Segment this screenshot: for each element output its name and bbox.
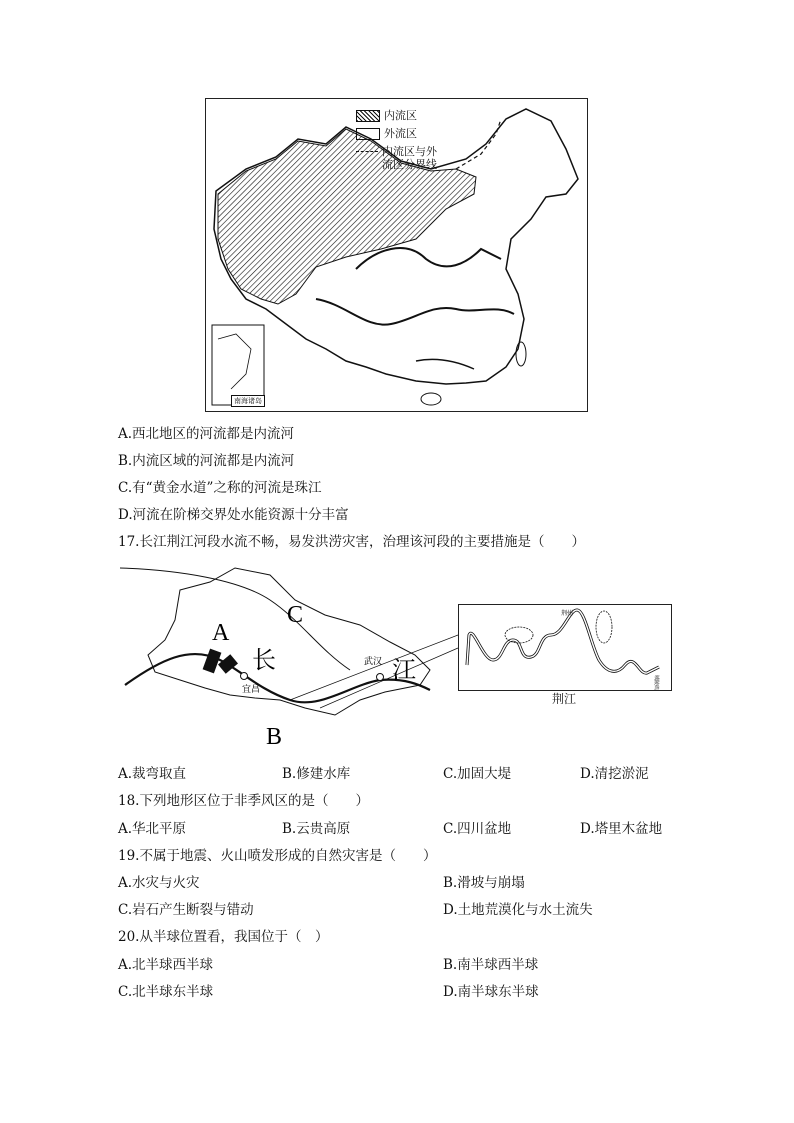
dam-block-1: [203, 649, 222, 674]
q17-option-b[interactable]: B.修建水库: [282, 766, 351, 782]
label-yichang: 宜昌: [242, 685, 261, 695]
q19-option-c[interactable]: C.岩石产生断裂与错动: [118, 902, 254, 918]
q19-option-a[interactable]: A.水灾与火灾: [118, 875, 200, 891]
dash-swatch: [356, 151, 378, 152]
pointer-line-1: [290, 635, 458, 700]
yellow-river: [356, 248, 501, 269]
label-chang: 长: [252, 646, 276, 674]
meander-river: [467, 610, 659, 673]
legend-inland: 内流区: [384, 109, 417, 122]
yangtze-river: [316, 299, 514, 325]
jingjiang-title: 荆江: [552, 692, 577, 706]
label-c: C: [287, 602, 304, 628]
q19-option-b[interactable]: B.滑坡与崩塌: [443, 875, 525, 891]
pointer-line-2: [320, 648, 458, 708]
q18-stem: 18.下列地形区位于非季风区的是（ ）: [118, 793, 369, 809]
q20-option-b[interactable]: B.南半球西半球: [443, 957, 539, 973]
label-wuhan: 武汉: [364, 657, 383, 667]
q18-option-a[interactable]: A.华北平原: [118, 821, 187, 837]
q18-option-b[interactable]: B.云贵高原: [282, 821, 351, 837]
q20-option-c[interactable]: C.北半球东半球: [118, 984, 214, 1000]
wuhan-point: [377, 674, 384, 681]
boundary-dashed: [456, 119, 501, 169]
q16-option-d[interactable]: D.河流在阶梯交界处水能资源十分丰富: [118, 507, 349, 523]
q20-option-d[interactable]: D.南半球东半球: [443, 984, 539, 1000]
q16-option-b[interactable]: B.内流区域的河流都是内流河: [118, 453, 295, 469]
upper-boundary-curve: [120, 568, 350, 670]
inset-small-2: 城陵矶: [653, 675, 659, 690]
label-jiang: 江: [392, 656, 416, 684]
q17-stem: 17.长江荆江河段水流不畅，易发洪涝灾害，治理该河段的主要措施是（ ）: [118, 534, 585, 550]
q16-option-a[interactable]: A.西北地区的河流都是内流河: [118, 426, 295, 442]
yichang-point: [241, 673, 248, 680]
q20-stem: 20.从半球位置看，我国位于（ ）: [118, 929, 329, 945]
china-drainage-map: [205, 98, 588, 412]
inland-region: [218, 129, 476, 304]
oxbow-2: [596, 611, 612, 643]
q18-option-c[interactable]: C.四川盆地: [443, 821, 512, 837]
oxbow-1: [505, 627, 533, 643]
dam-block-2: [218, 654, 238, 673]
yangtze-curve: [125, 654, 430, 702]
q17-option-d[interactable]: D.清挖淤泥: [580, 766, 649, 782]
q19-option-d[interactable]: D.土地荒漠化与水土流失: [443, 902, 593, 918]
q17-option-a[interactable]: A.裁弯取直: [118, 766, 187, 782]
legend-boundary-1: 内流区与外: [382, 145, 437, 158]
jingjiang-inset: [458, 604, 672, 691]
hubei-map: [120, 560, 460, 750]
q18-option-d[interactable]: D.塔里木盆地: [580, 821, 663, 837]
map-legend: [356, 109, 437, 176]
inset-small-1: 荆州: [561, 610, 574, 617]
q17-option-c[interactable]: C.加固大堤: [443, 766, 512, 782]
label-b: B: [266, 724, 283, 750]
q16-option-c[interactable]: C.有“黄金水道”之称的河流是珠江: [118, 480, 322, 496]
taiwan: [516, 342, 526, 366]
legend-boundary-2: 流区分界线: [382, 158, 437, 171]
hubei-outline: [148, 568, 430, 715]
blank-swatch: [356, 128, 380, 140]
hainan: [421, 393, 441, 405]
legend-outflow: 外流区: [384, 127, 417, 140]
hatch-swatch: [356, 110, 380, 122]
inset-label: 南海诸岛: [231, 395, 265, 407]
q19-stem: 19.不属于地震、火山喷发形成的自然灾害是（ ）: [118, 848, 437, 864]
south-sea-inset: [212, 325, 264, 405]
q20-option-a[interactable]: A.北半球西半球: [118, 957, 214, 973]
meander-svg: [459, 605, 671, 690]
label-a: A: [212, 620, 230, 646]
pearl-river: [416, 359, 474, 369]
